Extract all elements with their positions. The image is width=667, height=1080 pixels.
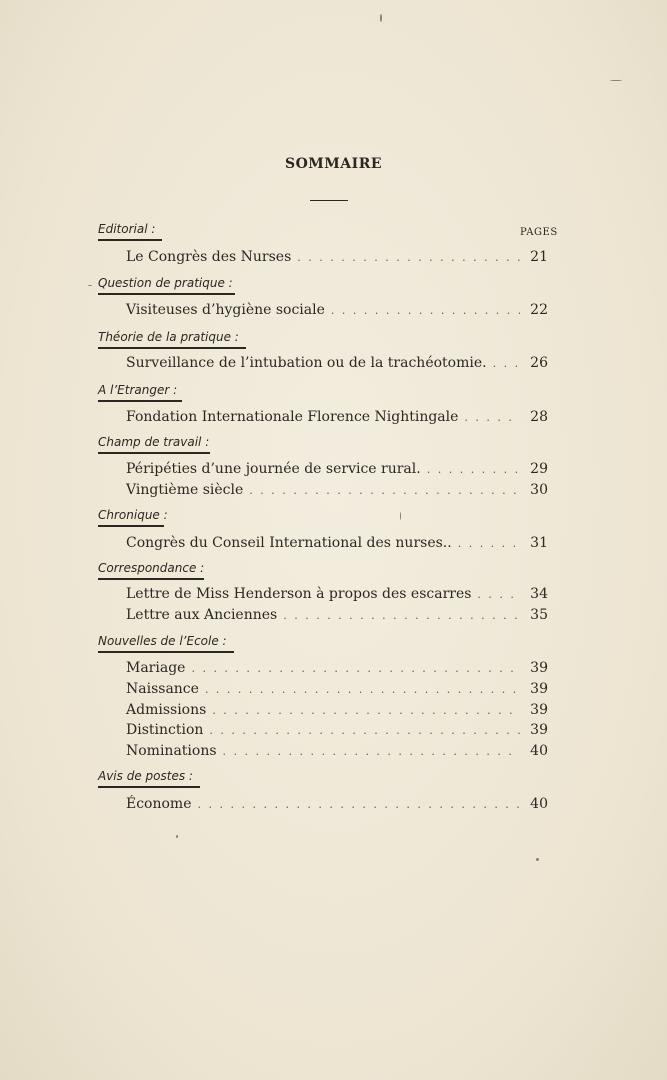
- toc-entry-page: 21: [530, 249, 548, 265]
- toc-leader-dots: [249, 484, 520, 497]
- toc-entry-title: Fondation Internationale Florence Nightingale: [126, 409, 459, 425]
- toc-entry-title: Péripéties d’une journée de service rural.: [126, 461, 421, 477]
- toc-entry: [126, 743, 548, 761]
- toc-entry-page: 39: [530, 722, 548, 738]
- toc-leader-dots: [477, 588, 520, 601]
- section-underline: [98, 293, 235, 295]
- toc-entry-title: Admissions: [126, 702, 207, 718]
- toc-entry-title: Vingtième siècle: [126, 482, 244, 498]
- title-divider: [310, 200, 348, 201]
- toc-leader-dots: [209, 724, 520, 737]
- section-underline: [98, 786, 200, 788]
- toc-entry-page: 39: [530, 702, 548, 718]
- paper-speck: [176, 835, 178, 838]
- paper-speck: [88, 285, 92, 286]
- section-label: Question de pratique :: [98, 276, 233, 290]
- section-label: Champ de travail :: [98, 435, 210, 449]
- toc-entry-page: 35: [530, 607, 548, 623]
- section-label: Chronique :: [98, 508, 168, 522]
- section-label: Correspondance :: [98, 561, 205, 575]
- section-label: A l’Etranger :: [98, 383, 178, 397]
- paper-speck: [536, 858, 539, 861]
- toc-entry-title: Le Congrès des Nurses: [126, 249, 292, 265]
- toc-entry: [126, 702, 548, 720]
- section-underline: [98, 452, 210, 454]
- page-title: SOMMAIRE: [284, 156, 383, 172]
- toc-entry-page: 39: [530, 681, 548, 697]
- toc-entry-title: Lettre de Miss Henderson à propos des escarres: [126, 586, 472, 602]
- toc-entry: [126, 249, 548, 267]
- toc-entry: [126, 586, 548, 604]
- toc-entry-page: 40: [530, 796, 548, 812]
- toc-entry-title: Économe: [126, 796, 192, 812]
- toc-entry-title: Visiteuses d’hygiène sociale: [126, 302, 325, 318]
- toc-entry-page: 40: [530, 743, 548, 759]
- toc-entry-page: 26: [530, 355, 548, 371]
- toc-leader-dots: [427, 463, 520, 476]
- toc-entry: [126, 409, 548, 427]
- paper-speck: [610, 80, 622, 81]
- section-heading-avis-de-postes: [98, 769, 200, 788]
- toc-entry-page: 34: [530, 586, 548, 602]
- pages-column-label: PAGES: [520, 227, 558, 238]
- toc-entry-title: Naissance: [126, 681, 199, 697]
- section-heading-chronique: [98, 508, 168, 527]
- toc-leader-dots: [212, 704, 520, 717]
- toc-leader-dots: [493, 357, 520, 370]
- toc-entry-page: 30: [530, 482, 548, 498]
- section-label: Editorial :: [98, 222, 156, 236]
- section-heading-champ-de-travail: [98, 435, 210, 454]
- toc-entry: [126, 302, 548, 320]
- toc-leader-dots: [297, 251, 520, 264]
- section-label: Avis de postes :: [98, 769, 193, 783]
- toc-entry-title: Nominations: [126, 743, 217, 759]
- toc-leader-dots: [198, 798, 521, 811]
- section-underline: [98, 651, 234, 653]
- section-heading-a-l-etranger: [98, 383, 182, 402]
- toc-leader-dots: [223, 745, 520, 758]
- paper-speck: [380, 14, 382, 22]
- section-underline: [98, 525, 164, 527]
- toc-entry: [126, 796, 548, 814]
- toc-leader-dots: [205, 683, 520, 696]
- section-label: Théorie de la pratique :: [98, 330, 239, 344]
- toc-entry: [126, 461, 548, 479]
- toc-entry-title: Mariage: [126, 660, 186, 676]
- section-heading-editorial: [98, 222, 162, 241]
- toc-entry-title: Surveillance de l’intubation ou de la trachéotomie.: [126, 355, 487, 371]
- section-underline: [98, 239, 162, 241]
- toc-leader-dots: [283, 609, 520, 622]
- toc-entry-page: 22: [530, 302, 548, 318]
- toc-leader-dots: [191, 662, 520, 675]
- section-label: Nouvelles de l’Ecole :: [98, 634, 227, 648]
- toc-entry-page: 39: [530, 660, 548, 676]
- toc-entry: [126, 660, 548, 678]
- toc-entry: [126, 482, 548, 500]
- section-underline: [98, 578, 204, 580]
- toc-entry-page: 29: [530, 461, 548, 477]
- section-heading-theorie-de-la-pratique: [98, 330, 246, 349]
- toc-entry: [126, 607, 548, 625]
- section-heading-correspondance: [98, 561, 204, 580]
- toc-entry-title: Congrès du Conseil International des nurses..: [126, 535, 452, 551]
- toc-leader-dots: [331, 304, 520, 317]
- toc-entry-title: Distinction: [126, 722, 204, 738]
- section-underline: [98, 400, 182, 402]
- toc-entry: [126, 355, 548, 373]
- section-underline: [98, 347, 246, 349]
- toc-entry: [126, 681, 548, 699]
- section-heading-question-de-pratique: [98, 276, 235, 295]
- toc-leader-dots: [458, 537, 520, 550]
- toc-entry-page: 31: [530, 535, 548, 551]
- toc-leader-dots: [464, 411, 520, 424]
- toc-entry-title: Lettre aux Anciennes: [126, 607, 278, 623]
- toc-entry-page: 28: [530, 409, 548, 425]
- section-heading-nouvelles-de-l-ecole: [98, 634, 234, 653]
- toc-entry: [126, 535, 548, 553]
- paper-speck: [400, 512, 401, 520]
- toc-entry: [126, 722, 548, 740]
